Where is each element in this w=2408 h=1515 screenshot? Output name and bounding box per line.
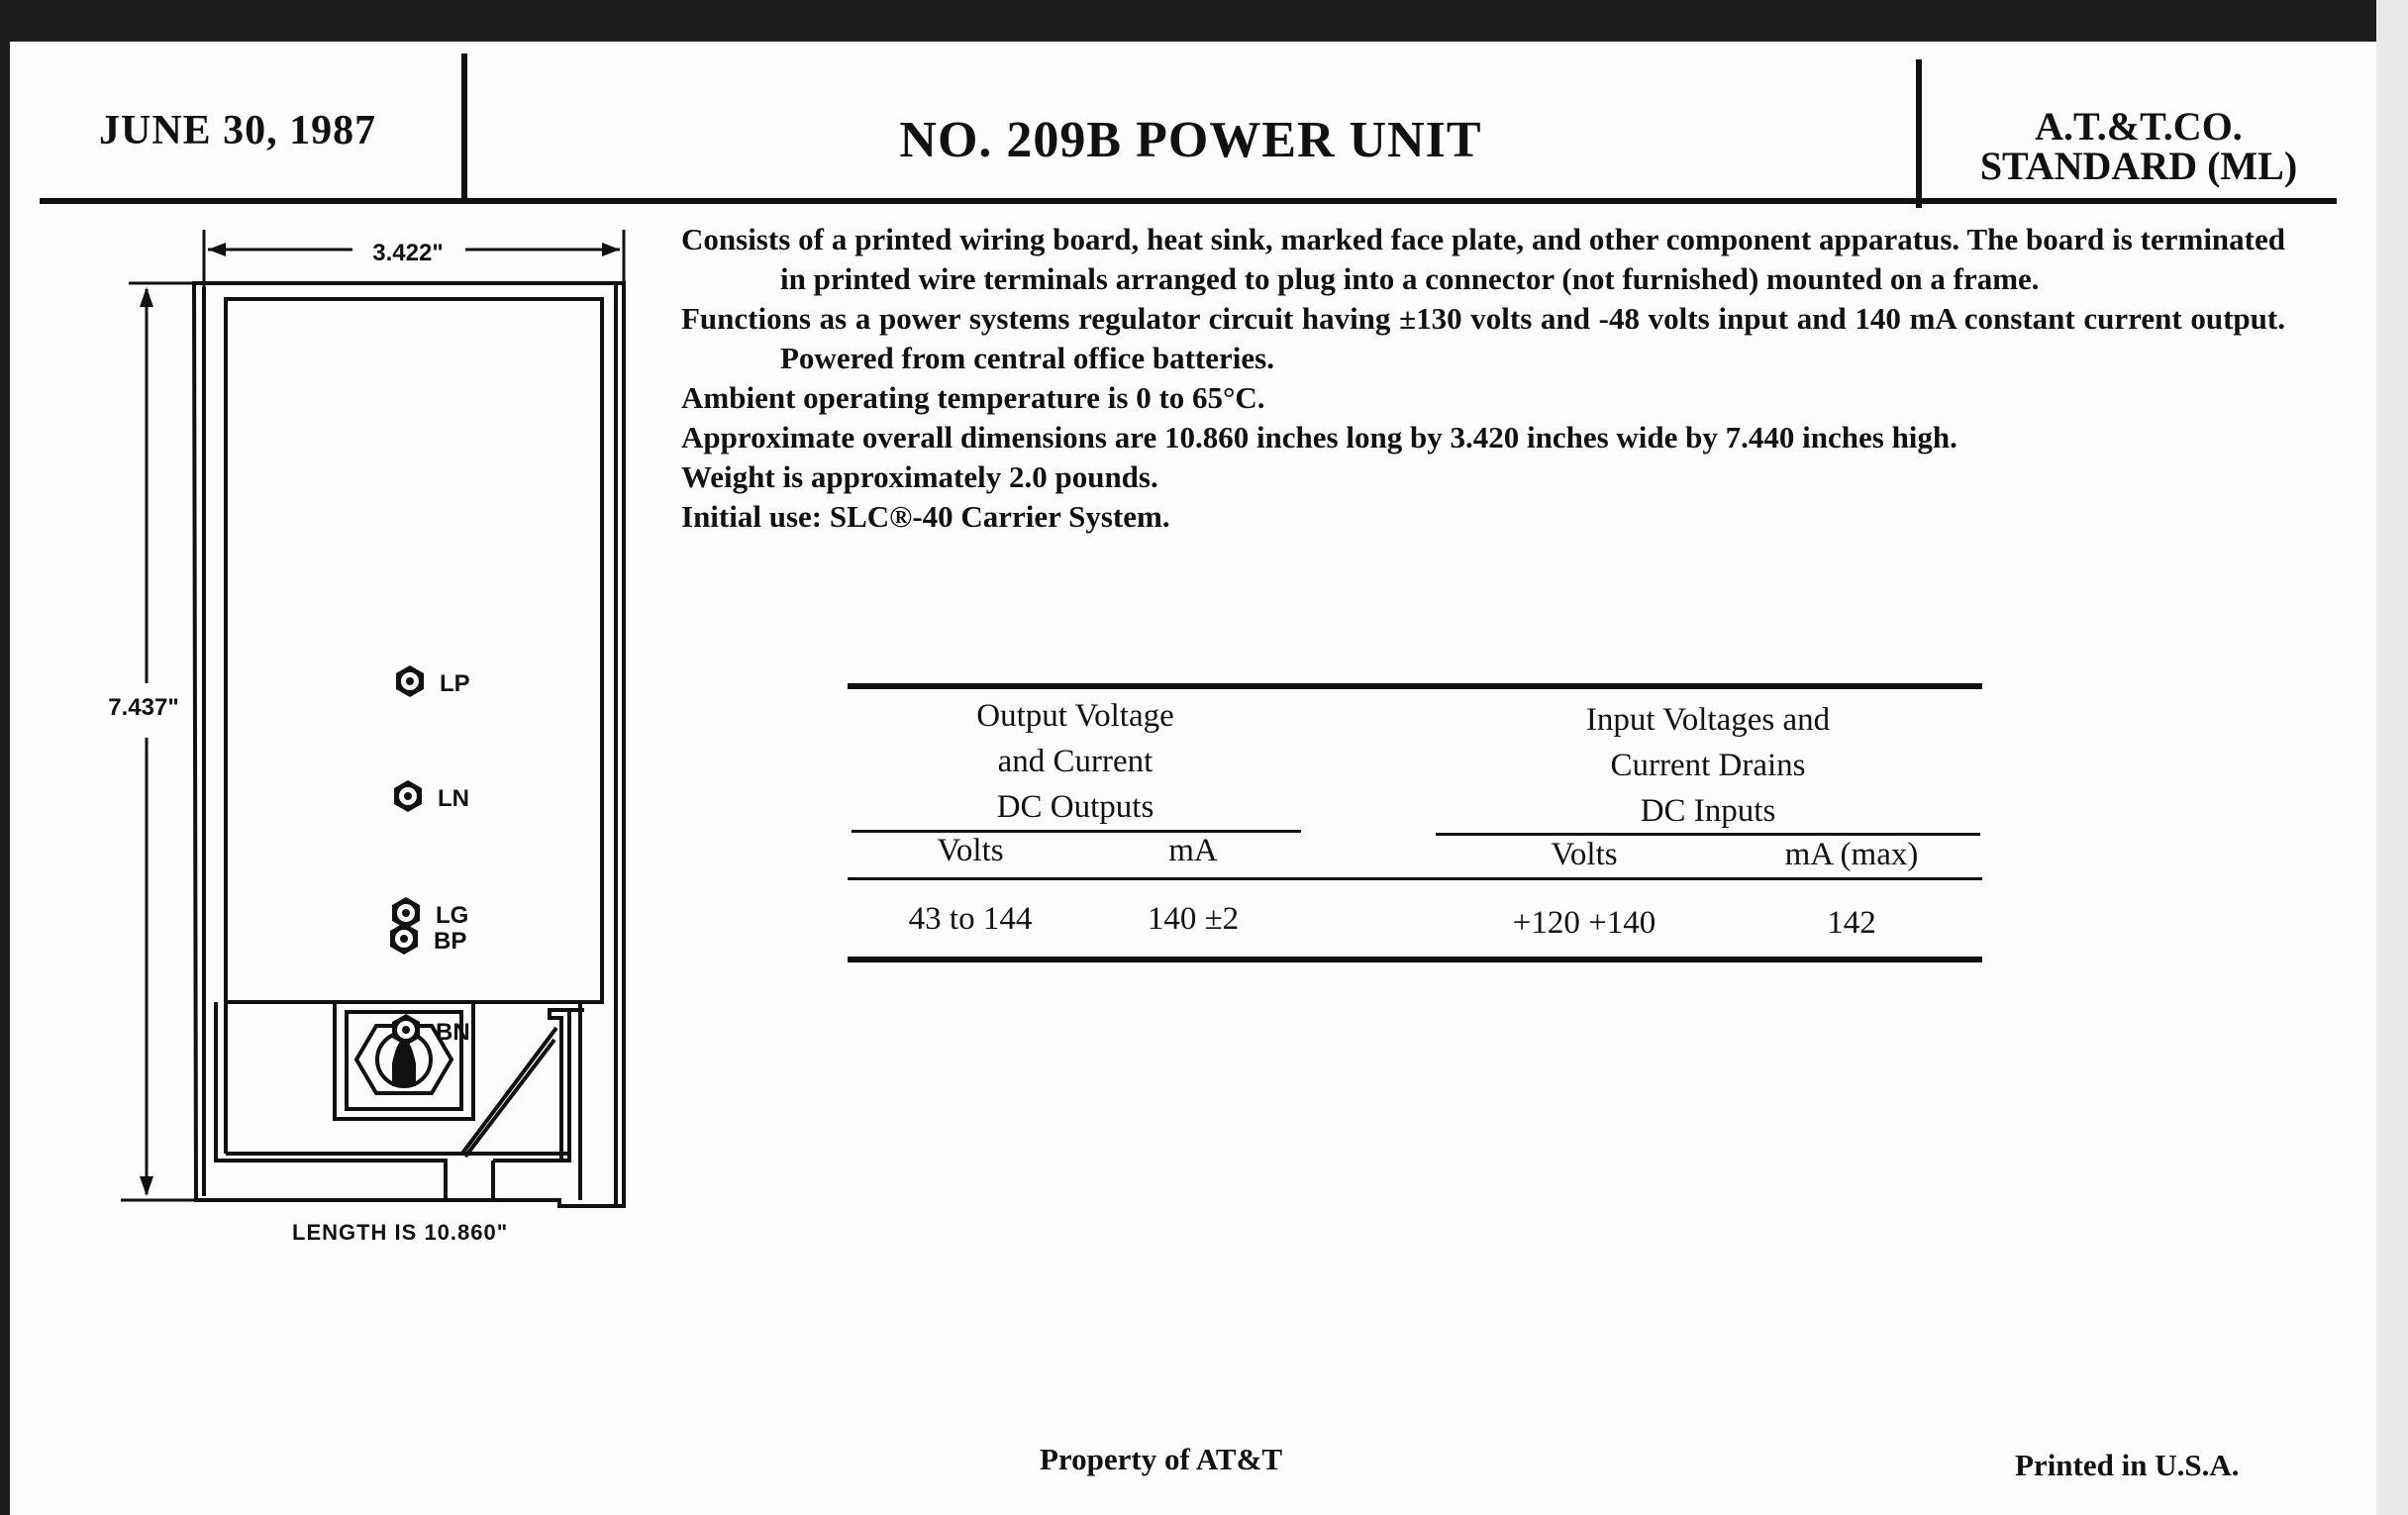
jack-bn [392, 1014, 470, 1046]
footer-property: Property of AT&T [1040, 1442, 1283, 1476]
description-para: Ambient operating temperature is 0 to 65°C. [681, 380, 1265, 415]
col-header-input-ma: mA (max) [1784, 837, 1919, 872]
jack-label-lg: LG [436, 902, 469, 929]
faceplate-lower-jack [376, 911, 574, 990]
height-dimension [121, 283, 194, 1200]
col-header-output-ma: mA [1168, 833, 1218, 868]
col-header-input-volts: Volts [1551, 837, 1618, 872]
cell-input-ma: 142 [1827, 905, 1876, 941]
jack-ln [394, 780, 469, 812]
page-title: NO. 209B POWER UNIT [899, 112, 1482, 168]
description-para: Weight is approximately 2.0 pounds. [681, 459, 1158, 494]
standard-line-2: STANDARD (ML) [1979, 144, 2298, 188]
length-note: LENGTH IS 10.860" [292, 1220, 509, 1245]
description [681, 220, 2285, 537]
faceplate-drawing [0, 198, 693, 1287]
footer-printed: Printed in U.S.A. [2015, 1448, 2240, 1482]
jack-label-lp: LP [440, 670, 470, 697]
jack-lp [396, 665, 470, 697]
standard-line-1: A.T.&T.CO. [2035, 104, 2243, 149]
header-date: JUNE 30, 1987 [99, 108, 377, 153]
jack-label-ln: LN [438, 785, 469, 812]
output-group-header: Output Voltage and Current DC Outputs [976, 698, 1174, 825]
scan-right-edge [2376, 0, 2408, 1515]
jack-label-bn: BN [436, 1019, 470, 1046]
description-para: Consists of a printed wiring board, heat sink, marked face plate, and other component apparatus. The board is terminated in printed wire terminals arranged to plug into a connector (not furnished) mounted on a frame. [681, 222, 2285, 296]
description-para: Functions as a power systems regulator circuit having ±130 volts and -48 volts input and 140 mA constant current output. Powered from central office batteries. [681, 301, 2285, 375]
col-header-output-volts: Volts [937, 833, 1004, 868]
cell-output-volts: 43 to 144 [908, 901, 1033, 937]
input-group-header: Input Voltages and Current Drains DC Inputs [1585, 702, 1831, 829]
width-label: 3.422" [372, 240, 444, 266]
header-standard [1921, 104, 2357, 188]
jack-label-bp: BP [434, 928, 467, 955]
cell-output-ma: 140 ±2 [1147, 901, 1240, 937]
table-top-rule [848, 683, 1982, 689]
scan-top-border [0, 0, 2408, 42]
description-para: Initial use: SLC®-40 Carrier System. [681, 499, 1170, 534]
header-bottom-rule [848, 877, 1982, 880]
description-para: Approximate overall dimensions are 10.860 inches long by 3.420 inches wide by 7.440 inches high. [681, 420, 1957, 454]
cell-input-volts: +120 +140 [1512, 905, 1656, 941]
height-label: 7.437" [108, 694, 179, 721]
table-bottom-rule [848, 957, 1982, 962]
